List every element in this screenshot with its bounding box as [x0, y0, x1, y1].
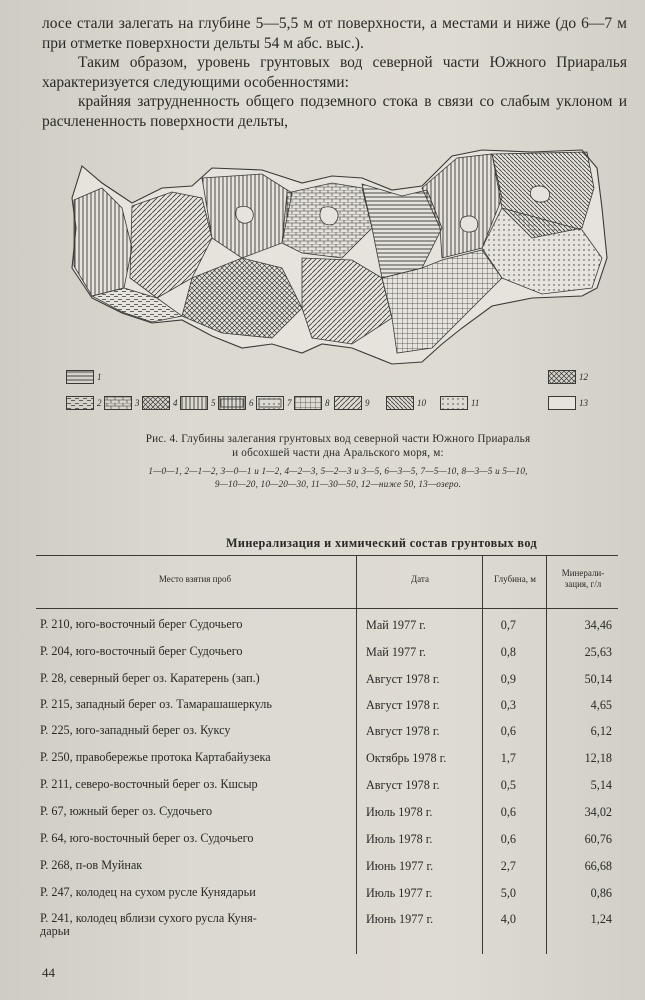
- groundwater-depth-map: [62, 148, 618, 378]
- caption-key-line-2: 9—10—20, 10—20—30, 11—30—50, 12—ниже 50, 13—озеро.: [214, 479, 462, 489]
- caption-line-1: Рис. 4. Глубины залегания грунтовых вод северной части Южного Приаралья: [145, 433, 531, 445]
- table-row: Р. 225, юго-западный берег оз. Куксу Август 1978 г. 0,6 6,12: [40, 723, 612, 738]
- header-depth: Глубина, м: [494, 574, 536, 584]
- legend-item-12: 12: [548, 370, 588, 384]
- table-row: Р. 204, юго-восточный берег Судочьего Май 1977 г. 0,8 25,63: [40, 644, 612, 659]
- table-row: Р. 67, южный берег оз. Судочьего Июль 1978 г. 0,6 34,02: [40, 804, 612, 819]
- map-legend: [62, 368, 618, 418]
- caption-line-2: и обсохшей части дна Аральского моря, м:: [232, 447, 444, 459]
- legend-item-5: 5: [180, 396, 216, 410]
- table-row: Р. 210, юго-восточный берег Судочьего Май 1977 г. 0,7 34,46: [40, 617, 612, 632]
- paragraph-2: Таким образом, уровень грунтовых вод северной части Южного Приаралья характеризуется следующими особенностями:: [42, 54, 627, 91]
- table-title: Минерализация и химический состав грунтовых вод: [226, 536, 538, 550]
- table-row: Р. 215, западный берег оз. Тамарашашеркуль Август 1978 г. 0,3 4,65: [40, 697, 612, 712]
- legend-item-11: 11: [440, 396, 479, 410]
- table-row: Р. 268, п-ов Муйнак Июнь 1977 г. 2,7 66,68: [40, 858, 612, 873]
- table-row: Р. 241, колодец вблизи сухого русла Куня- дарьи Июнь 1977 г. 4,0 1,24: [40, 911, 612, 938]
- paragraph-3: крайняя затрудненность общего подземного стока в связи со слабым уклоном и расчлененность поверхности дельты,: [42, 93, 627, 130]
- legend-item-13: 13: [548, 396, 588, 410]
- caption-key-line-1: 1—0—1, 2—1—2, 3—0—1 и 1—2, 4—2—3, 5—2—3 и 3—5, 6—3—5, 7—5—10, 8—3—5 и 5—10,: [148, 466, 528, 476]
- legend-item-1: 1: [66, 370, 102, 384]
- table-row: Р. 211, северо-восточный берег оз. Кшсыр Август 1978 г. 0,5 5,14: [40, 777, 612, 792]
- table-header-rule: [36, 608, 618, 609]
- figure-caption: [62, 432, 614, 460]
- table-row: Р. 64, юго-восточный берег оз. Судочьего Июль 1978 г. 0,6 60,76: [40, 831, 612, 846]
- legend-item-3: 3: [104, 396, 140, 410]
- legend-item-10: 10: [386, 396, 426, 410]
- legend-item-8: 8: [294, 396, 330, 410]
- legend-item-7: 7: [256, 396, 292, 410]
- paragraph-1: лосе стали залегать на глубине 5—5,5 м от поверхности, а местами и ниже (до 6—7 м при отметке поверхности дельты 54 м абс. выс.).: [42, 15, 627, 52]
- header-place: Место взятия проб: [158, 574, 232, 584]
- header-date: Дата: [411, 574, 429, 584]
- caption-key: [62, 465, 614, 491]
- legend-item-2: 2: [66, 396, 102, 410]
- legend-item-9: 9: [334, 396, 370, 410]
- table-row: Р. 28, северный берег оз. Каратерень (зап.) Август 1978 г. 0,9 50,14: [40, 671, 612, 686]
- table-row: Р. 250, правобережье протока Картабайузека Октябрь 1978 г. 1,7 12,18: [40, 750, 612, 765]
- header-mineralization: Минерали- зация, г/л: [561, 568, 605, 589]
- legend-item-4: 4: [142, 396, 178, 410]
- table-top-rule: [36, 555, 618, 556]
- table-row: Р. 247, колодец на сухом русле Кунядарьи Июль 1977 г. 5,0 0,86: [40, 885, 612, 900]
- legend-item-6: 6: [218, 396, 254, 410]
- body-text: [42, 14, 627, 131]
- page-number: 44: [42, 965, 55, 980]
